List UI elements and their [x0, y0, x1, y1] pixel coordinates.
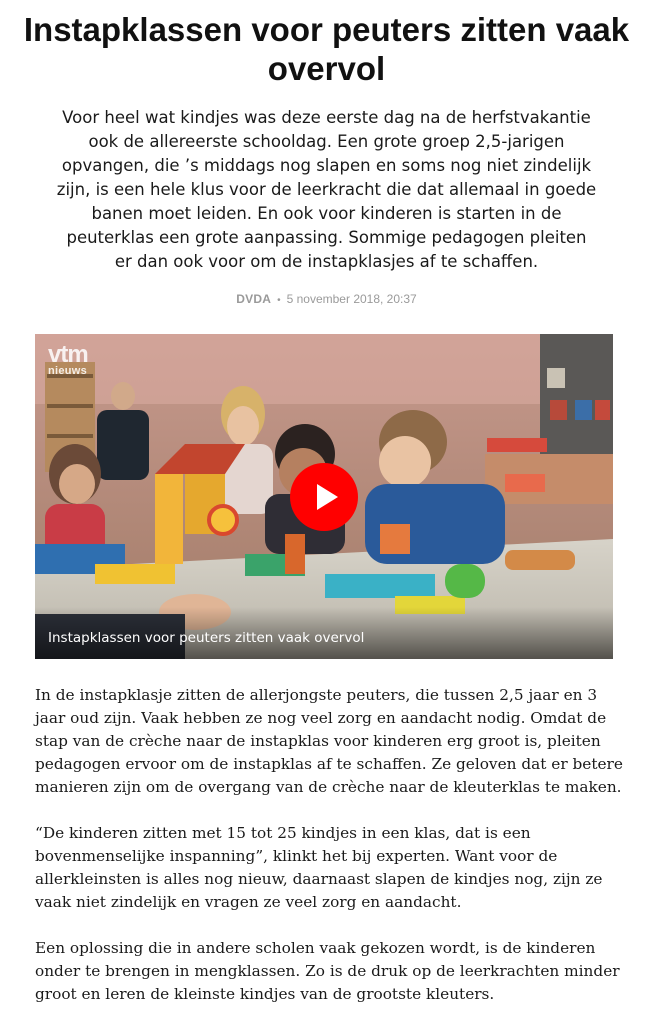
article-lead: Voor heel wat kindjes was deze eerste dag na de herfstvakantie ook de allereerste schooldag. Een grote groep 2,5-jarigen opvangen, die ’s middags nog slapen en soms nog niet zindelijk zijn, is een hele klus voor de leerkracht die dat allemaal in goede banen moet leiden. En ook voor kinderen is starten in de peuterklas een grote aanpassing. Sommige pedagogen pleiten er dan ook voor om de instapklasjes af te schaffen. [56, 108, 597, 271]
body-paragraph: “De kinderen zitten met 15 tot 25 kindjes in een klas, dat is een bovenmenselijke inspanning”, klinkt het bij experten. Want voor de allerkleinsten is alles nog nieuw, daarnaast slapen de kindjes nog, zijn ze vaak niet zindelijk en vragen ze veel zorg en aandacht. [35, 824, 603, 911]
article-title: Instapklassen voor peuters zitten vaak overvol [23, 11, 630, 87]
author-name[interactable]: DVDA [236, 292, 272, 306]
vtm-nieuws-logo [48, 341, 88, 378]
body-paragraph: Een oplossing die in andere scholen vaak gekozen wordt, is de kinderen onder te brengen in mengklassen. Zo is de druk op de leerkrachten minder groot en leren de kleinste kindjes van de grootste kleuters. [35, 939, 620, 1003]
logo-vtm-text: vtm [48, 341, 88, 368]
article-body [35, 684, 625, 1024]
video-player[interactable] [35, 334, 613, 659]
separator-dot: • [277, 295, 281, 306]
publish-date: 5 november 2018, 20:37 [286, 292, 417, 306]
article-meta [0, 291, 653, 309]
video-caption-bar [35, 607, 613, 659]
video-caption: Instapklassen voor peuters zitten vaak overvol [48, 630, 365, 646]
play-icon[interactable] [290, 463, 358, 531]
logo-nieuws-text: nieuws [48, 365, 88, 377]
body-paragraph: In de instapklasje zitten de allerjongste peuters, die tussen 2,5 jaar en 3 jaar oud zijn. Vaak hebben ze nog veel zorg en aandacht nodig. Omdat de stap van de crèche naar de instapklas voor kinderen erg groot is, pleiten pedagogen ervoor om de instapklas af te schaffen. Ze geloven dat er betere manieren zijn om de overgang van de crèche naar de kleuterklas te maken. [35, 686, 623, 796]
